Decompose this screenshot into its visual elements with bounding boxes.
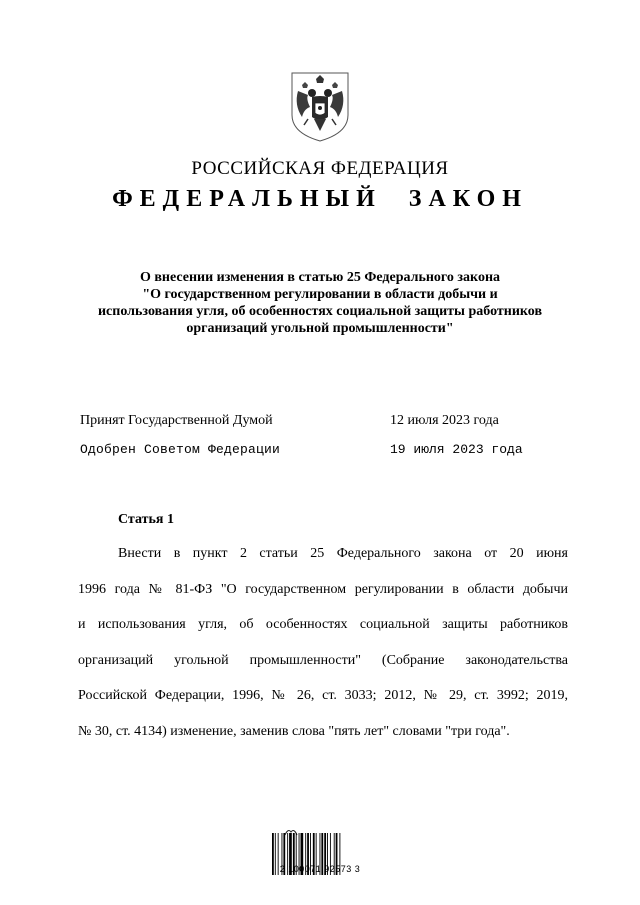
council-approval-label: Одобрен Советом Федерации <box>80 442 281 457</box>
article-line: и использования угля, об особенностях социальной защиты работников <box>78 617 568 632</box>
council-approval-date: 19 июля 2023 года <box>390 442 523 457</box>
article-line: 1996 года № 81-ФЗ "О государственном регулировании в области добычи <box>78 581 568 597</box>
article-line: Внести в пункт 2 статьи 25 Федерального закона от 20 июня <box>118 546 568 561</box>
duma-adoption-date: 12 июля 2023 года <box>390 413 499 428</box>
article-line: Российской Федерации, 1996, № 26, ст. 3033; 2012, № 29, ст. 3992; 2019, <box>78 688 568 703</box>
article-line: организаций угольной промышленности" (Собрание законодательства <box>78 652 568 668</box>
barcode-number: 2 100071 92573 3 <box>279 864 361 874</box>
country-heading: РОССИЙСКАЯ ФЕДЕРАЦИЯ <box>191 158 449 179</box>
russian-coat-of-arms-icon <box>288 69 352 143</box>
article-heading: Статья 1 <box>118 512 174 527</box>
coat-of-arms-emblem <box>288 69 352 143</box>
law-title-line: организаций угольной промышленности" <box>186 321 454 336</box>
document-type-heading: ФЕДЕРАЛЬНЫЙ ЗАКОН <box>112 186 528 212</box>
article-body <box>78 536 568 749</box>
law-title-line: О внесении изменения в статью 25 Федерального закона <box>139 270 501 285</box>
article-line: № 30, ст. 4134) изменение, заменив слова "пять лет" словами "три года". <box>78 723 510 739</box>
law-title <box>0 269 640 337</box>
duma-adoption-label: Принят Государственной Думой <box>80 413 273 428</box>
law-title-line: "О государственном регулировании в области добычи и <box>142 287 498 302</box>
law-title-line: использования угля, об особенностях социальной защиты работников <box>97 304 542 319</box>
